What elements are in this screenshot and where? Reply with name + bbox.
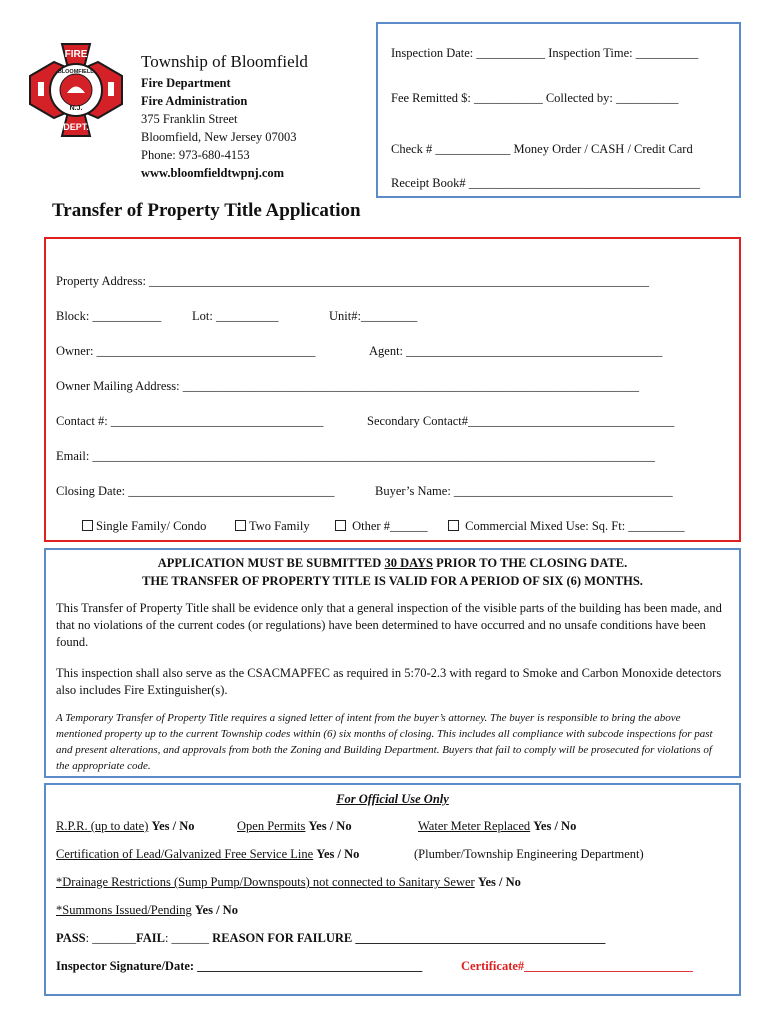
rpr-yes-no[interactable]: Yes / No [151,819,195,833]
email-field[interactable]: Email: __________________________________________________________________________________________ [56,449,655,463]
rpr-row [56,819,195,834]
fire-department-logo [26,40,126,140]
two-family-checkbox[interactable] [235,520,246,531]
city-address: Bloomfield, New Jersey 07003 [141,130,297,144]
inspector-signature-field[interactable]: Inspector Signature/Date: ____________________________________ [56,959,423,973]
notice-box [44,548,741,778]
inspection-info-box [376,22,741,198]
inspection-scope-paragraph: This Transfer of Property Title shall be evidence only that a general inspection of the visible parts of the building has been made, and that no violations of the current codes (or regulations) have been determined to have occurred and no unsafe conditions have been found. [56,601,722,649]
other-checkbox[interactable] [335,520,346,531]
unit-field[interactable]: Unit#:_________ [329,309,418,323]
csacmapfec-paragraph: This inspection shall also serve as the CSACMAPFEC as required in 5:70-2.3 with regard to Smoke and Carbon Monoxide detectors also includes Fire Extinguisher(s). [56,666,722,697]
official-use-box [44,783,741,996]
commercial-label: Commercial Mixed Use: Sq. Ft: _________ [465,519,685,533]
single-family-checkbox[interactable] [82,520,93,531]
ladder-icon [108,82,114,96]
department-name: Fire Department [141,76,231,90]
lot-field[interactable]: Lot: __________ [192,309,279,323]
certificate-number-field[interactable]: Certificate#___________________________ [461,959,693,973]
open-permits-row [237,819,352,834]
two-family-option[interactable] [235,519,310,534]
validity-period-notice: THE TRANSFER OF PROPERTY TITLE IS VALID FOR A PERIOD OF SIX (6) MONTHS. [142,574,643,588]
form-title: Transfer of Property Title Application [52,200,361,221]
secondary-contact-field[interactable]: Secondary Contact#_________________________________ [367,414,675,428]
lead-cert-yes-no[interactable]: Yes / No [316,847,360,861]
inspection-date-time-field[interactable]: Inspection Date: ___________ Inspection Time: __________ [391,46,699,60]
thirty-days-text: 30 DAYS [384,556,433,570]
website-link[interactable]: www.bloomfieldtwpnj.com [141,166,285,180]
plumber-note: (Plumber/Township Engineering Department) [414,847,644,861]
receipt-book-field[interactable]: Receipt Book# _____________________________________ [391,176,701,190]
pass-field[interactable]: : _______ [85,931,136,945]
fail-label: FAIL [136,931,165,945]
official-use-title: For Official Use Only [336,792,449,806]
single-family-label: Single Family/ Condo [96,519,207,533]
summons-label: *Summons Issued/Pending [56,903,192,917]
water-meter-label: Water Meter Replaced [418,819,531,833]
other-label: Other #______ [352,519,428,533]
submission-deadline-notice: APPLICATION MUST BE SUBMITTED 30 DAYS PRIOR TO THE CLOSING DATE. [157,556,628,570]
water-meter-row [418,819,576,834]
hydrant-icon [38,82,44,96]
closing-date-field[interactable]: Closing Date: _________________________________ [56,484,335,498]
contact-field[interactable]: Contact #: __________________________________ [56,414,324,428]
lead-cert-label: Certification of Lead/Galvanized Free Service Line [56,847,314,861]
buyer-name-field[interactable]: Buyer’s Name: ___________________________________ [375,484,673,498]
drainage-row [56,875,521,890]
pass-fail-row [56,931,605,946]
fail-field[interactable]: : ______ [164,931,210,945]
fee-remitted-field[interactable]: Fee Remitted $: ___________ Collected by: __________ [391,91,679,105]
two-family-label: Two Family [249,519,310,533]
commercial-option[interactable] [448,519,685,534]
single-family-option[interactable] [82,519,206,534]
summons-yes-no[interactable]: Yes / No [194,903,238,917]
administration-name: Fire Administration [141,94,248,108]
drainage-yes-no[interactable]: Yes / No [477,875,521,889]
logo-bottom-text: DEPT. [63,122,89,132]
property-address-field[interactable]: Property Address: ________________________________________________________________________________ [56,274,650,288]
reason-for-failure-field[interactable]: REASON FOR FAILURE ________________________________________ [212,931,606,945]
township-name: Township of Bloomfield [141,52,308,71]
water-meter-yes-no[interactable]: Yes / No [533,819,577,833]
phone-number: Phone: 973-680-4153 [141,148,250,162]
temporary-transfer-paragraph: A Temporary Transfer of Property Title requires a signed letter of intent from the buyer’s attorney. The buyer is responsible to bring the above mentioned property up to the current Township codes within (6) six months of closing. This includes all compliance with subcode inspections for past and present alterations, and approvals from both the Zoning and Building Department. Buyers that fail to comply will be prosecuted for violations of the appropriate code. [56,712,713,772]
summons-row [56,903,238,918]
logo-top-text: FIRE [64,49,88,60]
drainage-label: *Drainage Restrictions (Sump Pump/Downspouts) not connected to Sanitary Sewer [56,875,475,889]
payment-method-field[interactable]: Check # ____________ Money Order / CASH / Credit Card [391,142,693,156]
other-option[interactable] [335,519,427,534]
pass-label: PASS [56,931,86,945]
lead-cert-row [56,847,359,862]
owner-field[interactable]: Owner: ___________________________________ [56,344,316,358]
open-permits-label: Open Permits [237,819,306,833]
street-address: 375 Franklin Street [141,112,238,126]
logo-state-text: N.J. [69,105,83,112]
owner-mailing-address-field[interactable]: Owner Mailing Address: _________________________________________________________________________ [56,379,639,393]
agent-field[interactable]: Agent: _________________________________________ [369,344,663,358]
block-field[interactable]: Block: ___________ [56,309,162,323]
open-permits-yes-no[interactable]: Yes / No [308,819,352,833]
commercial-checkbox[interactable] [448,520,459,531]
logo-ring-text: BLOOMFIELD [57,69,95,75]
rpr-label: R.P.R. (up to date) [56,819,149,833]
property-info-box [44,237,741,542]
